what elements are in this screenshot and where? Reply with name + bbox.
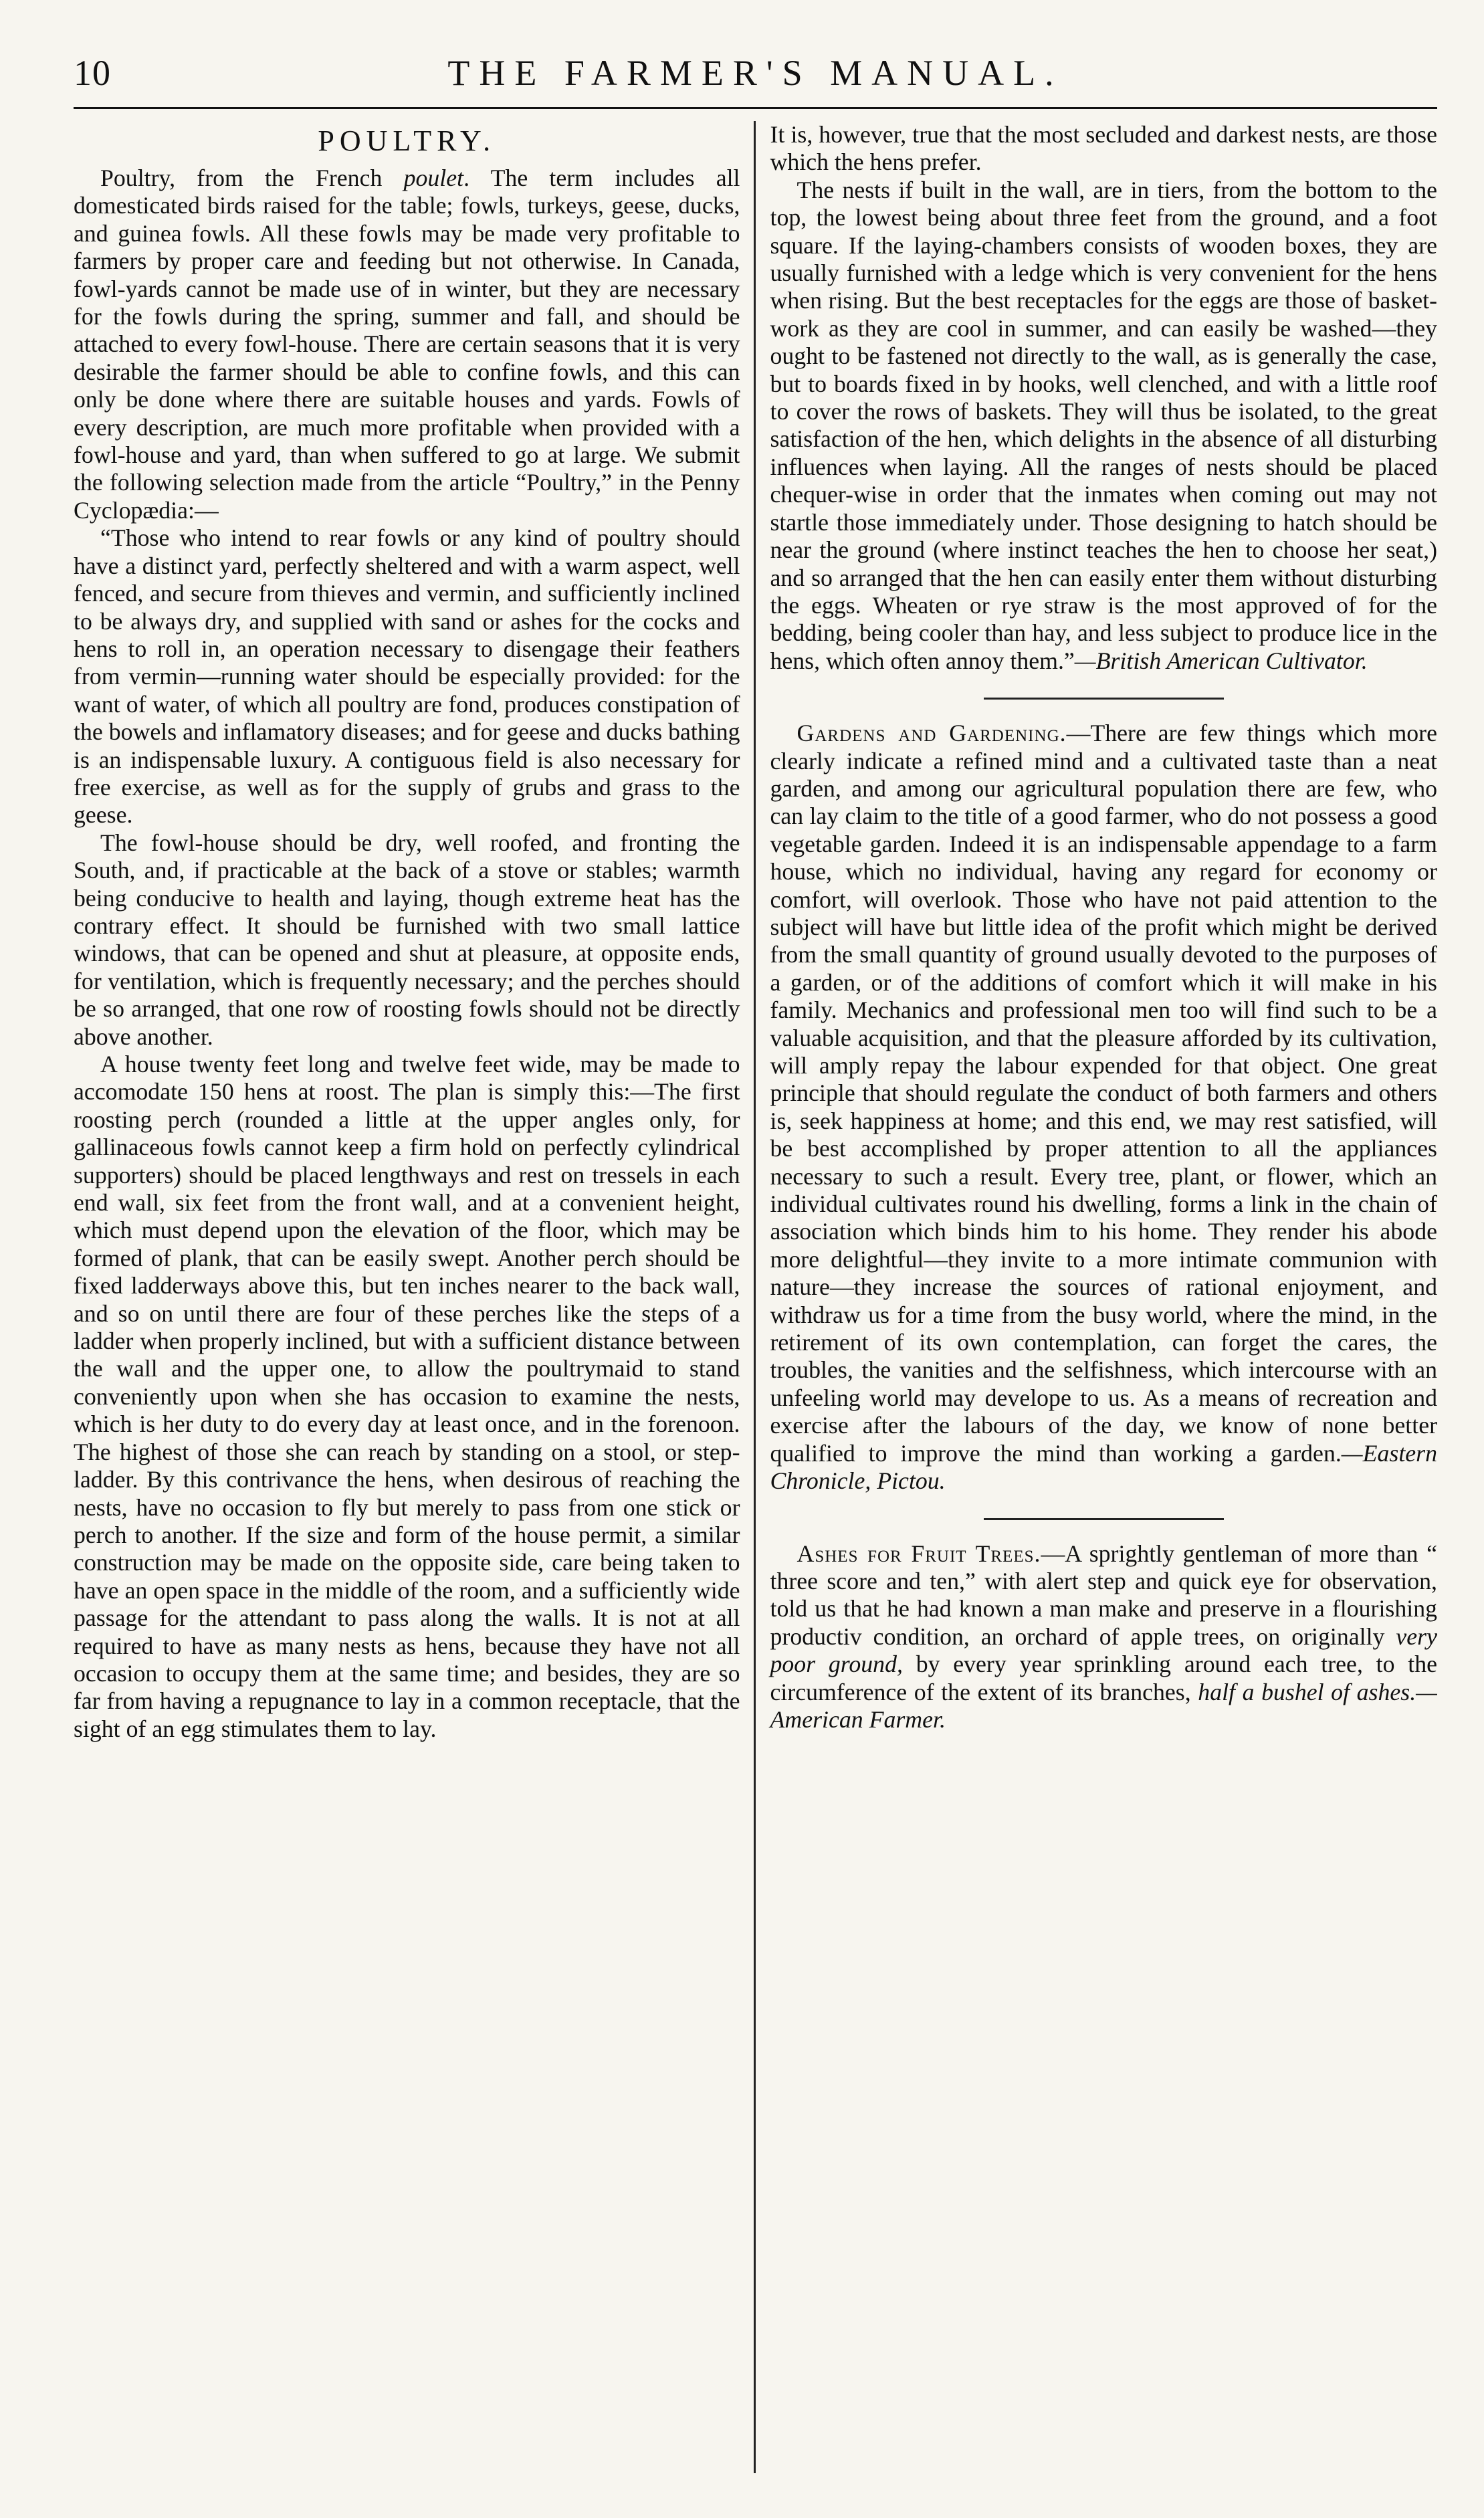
left-column (74, 121, 756, 2473)
poultry-paragraph-3: The fowl-house should be dry, well roofed, and fronting the South, and, if practicable at the back of a stove or stables; warmth being conducive to health and laying, though extreme heat has the contrary effect. It should be furnished with two small lattice windows, that can be opened and shut at pleasure, at opposite ends, for ventilation, which is frequently necessary; and the perches should be so arranged, that one row of roosting fowls should not be directly above another. (74, 829, 740, 1050)
ashes-source: —American Farmer. (770, 1678, 1437, 1733)
article-columns (74, 109, 1437, 2473)
poultry-paragraph-4: A house twenty feet long and twelve feet wide, may be made to accomodate 150 hens at roost. The plan is simply this:—The first roosting perch (rounded a little at the upper angles only, for gallinaceous fowls cannot keep a firm hold on perfectly cylindrical supporters) should be placed lengthways and rest on tressels in each end wall, six feet from the front wall, and at a convenient height, which must depend upon the elevation of the floor, which may be formed of plank, that can be easily swept. Another perch should be fixed ladderways above this, but ten inches nearer to the back wall, and so on until there are four of these perches like the steps of a ladder when properly inclined, but with a sufficient distance between the wall and the upper one, to allow the poultrymaid to stand conveniently upon when she has occasion to examine the nests, which is her duty to do every day at least once, and in the forenoon. The highest of those she can reach by standing on a stool, or step-ladder. By this contrivance the hens, when desirous of reaching the nests, have no occasion to fly but merely to pass from one stick or perch to another. If the size and form of the house permit, a similar construction may be made on the opposite side, care being taken to have an open space in the middle of the room, and a sufficiently wide passage for the attendant to pass along the walls. It is not at all required to have as many nests as hens, because they have not all occasion to occupy them at the same time; and besides, they are so far from having a repugnance to lay in a common receptacle, that the sight of an egg stimulates them to lay. (74, 1051, 740, 1742)
poultry-paragraph-1: Poultry, from the French poulet. The term includes all domesticated birds raised for the table; fowls, turkeys, geese, ducks, and guinea fowls. All these fowls may be made very profitable to farmers by proper care and feeding but not otherwise. In Canada, fowl-yards cannot be made use of in winter, but they are necessary for the fowls during the spring, summer and fall, and should be attached to every fowl-house. There are certain seasons that it is very desirable the farmer should be able to confine fowls, and this can only be done where there are suitable houses and yards. Fowls of every description, are much more profitable when provided with a fowl-house and yard, than when suffered to go at large. We submit the following selection made from the article “Poultry,” in the Penny Cyclopædia:— (74, 165, 740, 524)
poultry-paragraph-2: “Those who intend to rear fowls or any kind of poultry should have a distinct yard, perfectly sheltered and with a warm aspect, well fenced, and secure from thieves and vermin, and sufficiently inclined to be always dry, and supplied with sand or ashes for the cocks and hens to roll in, an operation necessary to disengage their feathers from vermin—running water should be especially provided: for the want of water, of which all poultry are fond, produces constipation of the bowels and inflamatory diseases; and for geese and ducks bathing is an indispensable luxury. A contiguous field is also necessary for free exercise, as well as for the supply of grubs and grass to the geese. (74, 524, 740, 829)
ashes-heading: Ashes for Fruit Trees. (797, 1540, 1041, 1567)
poultry-source: —British American Cultivator. (1074, 647, 1368, 674)
section-divider (984, 1518, 1224, 1520)
ashes-emphasis-2: half a bushel of ashes. (1198, 1678, 1416, 1705)
page-number: 10 (74, 53, 111, 93)
ashes-emphasis-1: very poor ground, (770, 1622, 1437, 1678)
poulet-term: poulet (403, 165, 464, 191)
publication-title: THE FARMER'S MANUAL. (447, 53, 1063, 93)
right-column (756, 121, 1438, 2473)
poultry-heading: POULTRY. (318, 124, 496, 157)
poultry-paragraph-6: The nests if built in the wall, are in tiers, from the bottom to the top, the lowest being about three feet from the ground, and a foot square. If the laying-chambers consists of wooden boxes, they are usually furnished with a ledge which is very convenient for the hens when rising. But the best receptacles for the eggs are those of basket-work as they are cool in summer, and can easily be washed—they ought to be fastened not directly to the wall, as is generally the case, but to boards fixed in by hooks, well clenched, and with a little roof to cover the rows of baskets. They will thus be isolated, to the great satisfaction of the hen, which delights in the absence of all disturbing influences when laying. All the ranges of nests should be placed chequer-wise in order that the inmates when coming out may not startle those immediately under. Those designing to hatch should be near the ground (where instinct teaches the hen to choose her seat,) and so arranged that the hen can easily enter them without disturbing the eggs. Wheaten or rye straw is the most approved of for the bedding, being cooler than hay, and less subject to produce lice in the hens, which often annoy them.”—British American Cultivator. (770, 176, 1437, 674)
gardens-heading: Gardens and Gardening. (797, 720, 1067, 747)
ashes-article: Ashes for Fruit Trees.—A sprightly gentleman of more than “ three score and ten,” with alert step and quick eye for observation, told us that he had known a man make and preserve in a flourishing productiv condition, an orchard of apple trees, on originally very poor ground, by every year sprinkling around each tree, to the circumference of the extent of its branches, half a bushel of ashes.—American Farmer. (770, 1540, 1437, 1733)
poultry-paragraph-5: It is, however, true that the most secluded and darkest nests, are those which the hens prefer. (770, 121, 1437, 176)
gardens-source: —Eastern Chronicle, Pictou. (770, 1439, 1437, 1495)
running-head (74, 47, 1437, 109)
gardens-article: Gardens and Gardening.—There are few things which more clearly indicate a refined mind and a cultivated taste than a neat garden, and among our agricultural population there are few, who can lay claim to the title of a good farmer, who do not possess a good vegetable garden. Indeed it is an indispensable appendage to a farm house, which no individual, having any regard for economy or comfort, will overlook. Those who have not paid attention to the subject will have but little idea of the profit which might be derived from the small quantity of ground usually devoted to the purposes of a garden, or of the additions of comfort which it will make in his family. Mechanics and professional men too will find such to be a valuable acquisition, and that the pleasure afforded by its cultivation, will amply repay the labour expended for that object. One great principle that should regulate the conduct of both farmers and others is, seek happiness at home; and this end, we may rest satisfied, will be best accomplished by proper attention to all the appliances necessary to such a result. Every tree, plant, or flower, which an individual cultivates round his dwelling, forms a link in the chain of association which binds him to his home. They render his abode more delightful—they invite to a more intimate communion with nature—they increase the sources of rational enjoyment, and withdraw us for a time from the busy world, where the mind, in the retirement of its own contemplation, can forget the cares, the troubles, the vanities and the selfishness, which intercourse with an unfeeling world may develope to us. As a means of recreation and exercise after the labours of the day, we know of none better qualified to improve the mind than working a garden.—Eastern Chronicle, Pictou. (770, 720, 1437, 1495)
section-divider (984, 698, 1224, 700)
